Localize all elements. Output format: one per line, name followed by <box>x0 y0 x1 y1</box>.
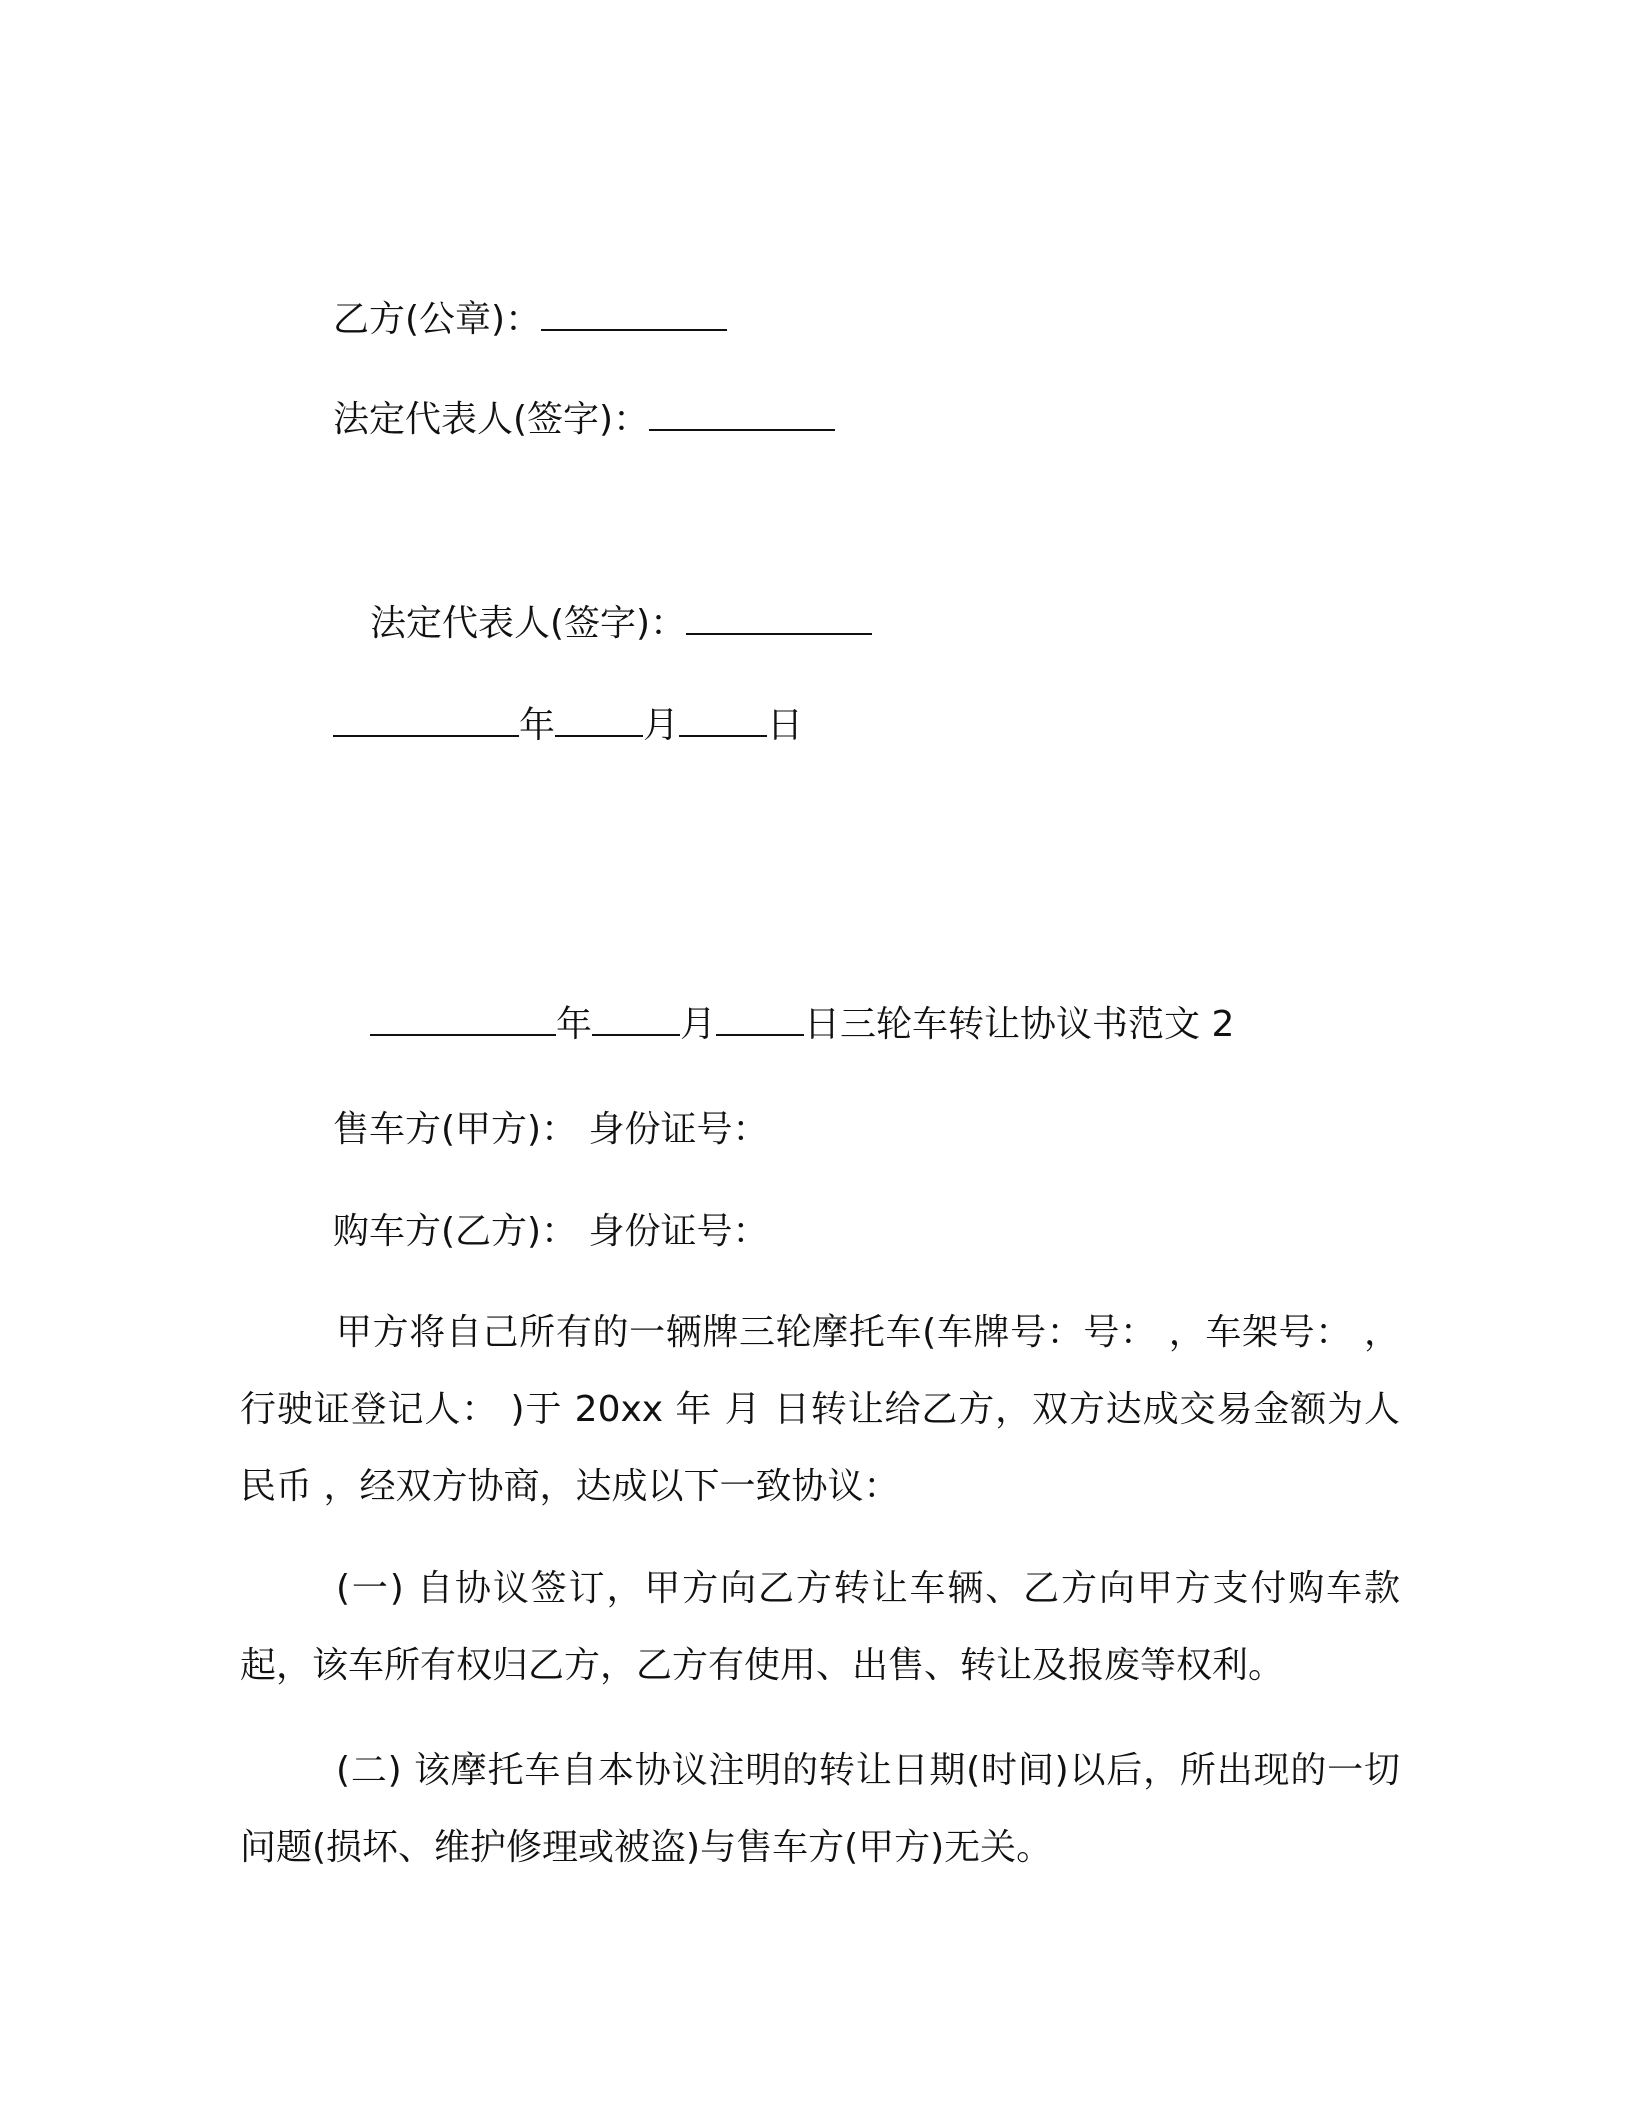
intro-paragraph: 甲方将自己所有的一辆牌三轮摩托车(车牌号：号： ，车架号： ，行驶证登记人： )于 20xx 年 月 日转让给乙方，双方达成交易金额为人民币 ，经双方协商，达成以下一致协议： <box>240 1312 1400 1507</box>
date-month-label: 月 <box>643 705 680 746</box>
date-year-label: 年 <box>519 705 556 746</box>
heading-month-blank <box>592 1004 680 1036</box>
party-b-rep-blank <box>649 399 835 431</box>
party-b-seal-blank <box>541 299 727 331</box>
date-day-label: 日 <box>767 705 804 746</box>
year-blank <box>333 705 519 737</box>
clause-1-paragraph: (一) 自协议签订，甲方向乙方转让车辆、乙方向甲方支付购车款起，该车所有权归乙方，乙方有使用、出售、转让及报废等权利。 <box>240 1568 1400 1686</box>
second-rep-blank <box>686 603 872 635</box>
signature-date-line <box>333 702 803 750</box>
party-b-seal-line <box>333 296 727 344</box>
section-heading <box>370 1001 1234 1049</box>
heading-year-label: 年 <box>556 1004 593 1045</box>
seller-line: 售车方(甲方)： 身份证号： <box>333 1109 769 1150</box>
heading-month-label: 月 <box>680 1004 717 1045</box>
day-blank <box>679 705 767 737</box>
party-b-rep-label: 法定代表人(签字)： <box>333 399 650 440</box>
buyer-line: 购车方(乙方)： 身份证号： <box>333 1211 769 1252</box>
party-b-seal-label: 乙方(公章)： <box>333 299 542 340</box>
heading-title: 日三轮车转让协议书范文 2 <box>804 1004 1235 1045</box>
heading-day-blank <box>716 1004 804 1036</box>
clause-2-paragraph: (二) 该摩托车自本协议注明的转让日期(时间)以后，所出现的一切问题(损坏、维护修理或被盗)与售车方(甲方)无关。 <box>240 1750 1400 1868</box>
second-rep-line <box>370 600 872 648</box>
party-b-rep-line <box>333 396 835 444</box>
month-blank <box>555 705 643 737</box>
second-rep-label: 法定代表人(签字)： <box>370 603 687 644</box>
heading-year-blank <box>370 1004 556 1036</box>
